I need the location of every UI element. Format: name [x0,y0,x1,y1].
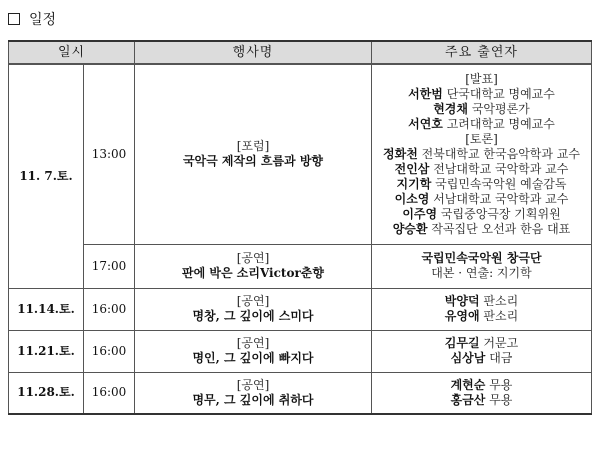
checkbox-square-icon [8,13,20,25]
performer-role: 서남대학교 국악학과 교수 [433,191,569,206]
performers-cell [372,330,592,372]
performer-line [372,162,591,177]
event-title: 판에 박은 소리Victor춘향 [182,266,324,280]
performer-name: 서한범 [408,86,443,101]
event-category: [공연] [236,251,270,265]
performer-name: 김무길 [444,336,480,350]
time-cell: 13:00 [84,64,135,244]
event-category: [공연] [236,336,270,350]
time-cell: 17:00 [84,244,135,288]
performer-line [372,393,591,408]
performer-role: 국립민속국악원 예술감독 [435,176,567,191]
date-cell: 11.21.토. [9,330,84,372]
performer-line [372,222,591,237]
performer-name: 박양덕 [444,294,480,308]
performer-name: 현경채 [433,101,468,116]
date-cell: 11. 7.토. [9,64,84,288]
performer-role: 무용 [489,377,513,392]
performer-line [372,336,591,351]
date-cell: 11.28.토. [9,372,84,414]
event-cell [135,330,372,372]
event-category: [공연] [236,294,270,308]
performer-role: 전북대학교 한국음악학과 교수 [421,146,580,161]
performers-cell [372,244,592,288]
header-event: 행사명 [135,41,372,64]
performer-name: 계현순 [450,377,486,392]
performer-group-label: [발표] [465,71,498,86]
performer-line [372,102,591,117]
performer-role: 대본 · 연출: 지기학 [431,266,532,280]
performers-cell [372,372,592,414]
performer-line [372,147,591,162]
performer-role: 무용 [489,392,513,407]
performer-role: 단국대학교 명예교수 [446,86,555,101]
event-title: 국악극 제작의 흐름과 방향 [182,154,324,169]
time-cell: 16:00 [84,288,135,330]
section-heading [8,9,56,29]
event-cell [135,372,372,414]
schedule-table [8,40,592,415]
performer-line [372,251,591,266]
performer-role: 국립중앙극장 기획위원 [440,206,561,221]
event-title: 명인, 그 깊이에 빠지다 [192,351,314,365]
performer-line [372,87,591,102]
event-cell [135,288,372,330]
performer-role: 국악평론가 [471,101,530,116]
performer-line [372,266,591,281]
performer-role: 판소리 [483,294,519,308]
performer-name: 이주영 [402,206,438,221]
performer-line [372,378,591,393]
performer-line [372,294,591,309]
table-header-row [9,41,592,64]
performer-role: 대금 [489,351,513,365]
performer-name: 양승환 [392,221,428,236]
event-cell [135,244,372,288]
performer-name: 서연호 [408,116,443,131]
event-title: 명무, 그 깊이에 취하다 [192,392,314,407]
performers-cell [372,64,592,244]
table-row [9,244,592,288]
performer-name: 국립민속국악원 창극단 [421,251,542,265]
time-cell: 16:00 [84,372,135,414]
performer-line [372,177,591,192]
performer-role: 거문고 [483,336,519,350]
performer-role: 전남대학교 국악학과 교수 [433,161,569,176]
performer-group-label: [토론] [465,131,498,146]
performer-line [372,207,591,222]
table-row [9,330,592,372]
performers-cell [372,288,592,330]
section-title: 일정 [29,12,57,28]
event-category: [공연] [236,377,270,392]
header-performers: 주요 출연자 [372,41,592,64]
performer-name: 정화천 [383,146,418,161]
performer-name: 이소영 [394,191,430,206]
performer-line [372,117,591,132]
event-cell [135,64,372,244]
performer-role: 작곡집단 오선과 한음 대표 [431,221,571,236]
performer-name: 홍금산 [450,392,486,407]
performer-name: 유영애 [444,309,480,323]
performer-role: 고려대학교 명예교수 [446,116,555,131]
performer-line [372,192,591,207]
header-date: 일시 [9,41,135,64]
table-row [9,64,592,244]
table-row [9,372,592,414]
performer-name: 전인삼 [394,161,430,176]
table-row [9,288,592,330]
time-cell: 16:00 [84,330,135,372]
event-title: 명창, 그 깊이에 스미다 [192,309,314,323]
event-category: [포럼] [236,139,270,154]
performer-name: 심상남 [450,351,486,365]
performer-role: 판소리 [483,309,519,323]
performer-line [372,351,591,366]
date-cell: 11.14.토. [9,288,84,330]
performer-line [372,309,591,324]
performer-name: 지기학 [396,176,432,191]
